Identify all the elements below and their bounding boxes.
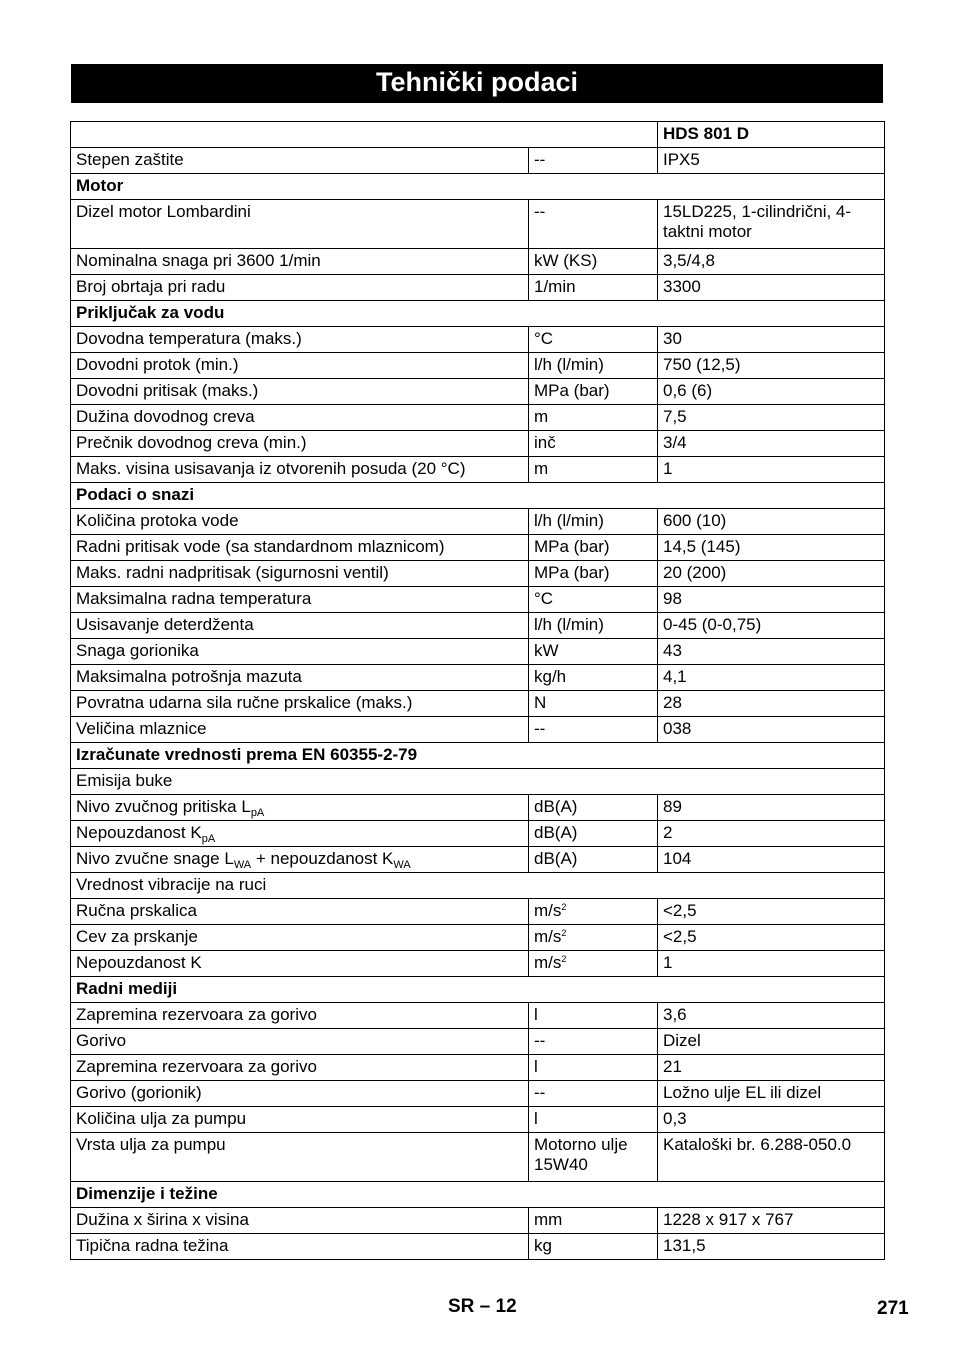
value-cell: 3,5/4,8: [658, 249, 885, 275]
parameter-text: Dužina x širina x visina: [76, 1210, 249, 1229]
parameter-label: [71, 327, 529, 353]
parameter-text: Prečnik dovodnog creva (min.): [76, 433, 307, 452]
value-cell: <2,5: [658, 925, 885, 951]
parameter-label: [71, 1029, 529, 1055]
unit-cell: [529, 1003, 658, 1029]
unit-text: --: [534, 719, 546, 738]
table-row: [71, 717, 885, 743]
table-row: [71, 327, 885, 353]
unit-text: dB(A): [534, 849, 578, 868]
parameter-label: [71, 148, 529, 174]
parameter-label: [71, 717, 529, 743]
table-row: [71, 1003, 885, 1029]
table-row: [71, 1055, 885, 1081]
unit-text: dB(A): [534, 823, 578, 842]
parameter-label: [71, 275, 529, 301]
unit-text: mm: [534, 1210, 563, 1229]
parameter-text: Snaga gorionika: [76, 641, 199, 660]
unit-text: dB(A): [534, 797, 578, 816]
parameter-subscript: pA: [250, 807, 265, 819]
table-row: [71, 457, 885, 483]
parameter-label: [71, 200, 529, 249]
parameter-label: [71, 1208, 529, 1234]
parameter-label: [71, 587, 529, 613]
section-header-row: [71, 483, 885, 509]
unit-cell: [529, 1029, 658, 1055]
value-cell: 038: [658, 717, 885, 743]
parameter-label: [71, 353, 529, 379]
unit-cell: [529, 509, 658, 535]
value-cell: 98: [658, 587, 885, 613]
parameter-text: Povratna udarna sila ručne prskalice (maks.): [76, 693, 413, 712]
unit-cell: [529, 1208, 658, 1234]
unit-cell: [529, 405, 658, 431]
technical-data-table: [70, 121, 885, 1260]
unit-text: m/s: [534, 901, 562, 920]
section-heading: Priključak za vodu: [71, 301, 885, 327]
unit-text: 1/min: [534, 277, 576, 296]
section-header-row: [71, 1182, 885, 1208]
parameter-label: [71, 847, 529, 873]
parameter-text: Nepouzdanost K: [76, 953, 202, 972]
unit-cell: [529, 795, 658, 821]
unit-cell: [529, 613, 658, 639]
unit-text: --: [534, 1083, 546, 1102]
parameter-text: Ručna prskalica: [76, 901, 197, 920]
parameter-text: Gorivo: [76, 1031, 127, 1050]
parameter-text: Nominalna snaga pri 3600 1/min: [76, 251, 321, 270]
table-row: [71, 847, 885, 873]
parameter-text: Zapremina rezervoara za gorivo: [76, 1005, 317, 1024]
parameter-label: [71, 951, 529, 977]
table-row: [71, 431, 885, 457]
table-row: [71, 1234, 885, 1260]
value-cell: 28: [658, 691, 885, 717]
value-cell: 15LD225, 1-cilindrični, 4-taktni motor: [658, 200, 885, 249]
parameter-subscript: WA: [233, 859, 252, 871]
unit-cell: [529, 275, 658, 301]
parameter-text: Količina ulja za pumpu: [76, 1109, 247, 1128]
table-row: [71, 353, 885, 379]
value-cell: 1: [658, 457, 885, 483]
unit-text: °C: [534, 329, 554, 348]
parameter-label: [71, 509, 529, 535]
parameter-text: Cev za prskanje: [76, 927, 198, 946]
parameter-label: [71, 665, 529, 691]
unit-text: Motorno ulje 15W40: [534, 1135, 628, 1174]
unit-cell: [529, 1107, 658, 1133]
parameter-label: [71, 535, 529, 561]
parameter-text: Nepouzdanost K: [76, 823, 202, 842]
value-cell: 89: [658, 795, 885, 821]
value-cell: <2,5: [658, 899, 885, 925]
unit-cell: [529, 249, 658, 275]
table-row: [71, 1081, 885, 1107]
section-heading: Izračunate vrednosti prema EN 60355-2-79: [71, 743, 885, 769]
unit-cell: [529, 1055, 658, 1081]
page-title: Tehnički podaci: [71, 64, 883, 103]
subheading-row: [71, 873, 885, 899]
header-empty-cell: [71, 122, 658, 148]
value-cell: Kataloški br. 6.288-050.0: [658, 1133, 885, 1182]
page-number: 271: [877, 1298, 909, 1319]
parameter-label: [71, 821, 529, 847]
table-row: [71, 613, 885, 639]
value-cell: 131,5: [658, 1234, 885, 1260]
unit-text: °C: [534, 589, 554, 608]
unit-cell: [529, 1081, 658, 1107]
unit-text: kW (KS): [534, 251, 598, 270]
parameter-label: [71, 795, 529, 821]
table-row: [71, 795, 885, 821]
unit-text: --: [534, 150, 546, 169]
parameter-text: Vrsta ulja za pumpu: [76, 1135, 226, 1154]
value-cell: 600 (10): [658, 509, 885, 535]
parameter-text: Broj obrtaja pri radu: [76, 277, 226, 296]
unit-text: kW: [534, 641, 559, 660]
value-cell: Ložno ulje EL ili dizel: [658, 1081, 885, 1107]
parameter-text: Gorivo (gorionik): [76, 1083, 202, 1102]
table-row: [71, 148, 885, 174]
section-header-row: [71, 743, 885, 769]
parameter-text: Zapremina rezervoara za gorivo: [76, 1057, 317, 1076]
unit-text: m/s: [534, 953, 562, 972]
value-cell: IPX5: [658, 148, 885, 174]
unit-text: --: [534, 202, 546, 221]
table-row: [71, 691, 885, 717]
section-page-label: SR – 12: [448, 1296, 517, 1317]
parameter-text: Dužina dovodnog creva: [76, 407, 255, 426]
value-cell: 1228 x 917 x 767: [658, 1208, 885, 1234]
parameter-text: Tipična radna težina: [76, 1236, 229, 1255]
parameter-label: [71, 1081, 529, 1107]
unit-cell: [529, 899, 658, 925]
unit-superscript: 2: [561, 928, 567, 938]
parameter-text: Maksimalna potrošnja mazuta: [76, 667, 302, 686]
table-row: [71, 1029, 885, 1055]
parameter-label: [71, 405, 529, 431]
value-cell: Dizel: [658, 1029, 885, 1055]
parameter-text: Dovodni protok (min.): [76, 355, 239, 374]
value-cell: 3/4: [658, 431, 885, 457]
parameter-text: Maks. visina usisavanja iz otvorenih posuda (20 °C): [76, 459, 466, 478]
unit-text: --: [534, 1031, 546, 1050]
parameter-subscript: pA: [201, 833, 216, 845]
value-cell: 2: [658, 821, 885, 847]
parameter-label: [71, 899, 529, 925]
table-row: [71, 951, 885, 977]
table-row: [71, 899, 885, 925]
unit-cell: [529, 639, 658, 665]
unit-text: MPa (bar): [534, 537, 610, 556]
unit-cell: [529, 457, 658, 483]
parameter-label: [71, 691, 529, 717]
parameter-text: Nivo zvučne snage L: [76, 849, 234, 868]
section-heading: Dimenzije i težine: [71, 1182, 885, 1208]
parameter-label: [71, 1055, 529, 1081]
model-header: HDS 801 D: [658, 122, 885, 148]
parameter-label: [71, 561, 529, 587]
value-cell: 104: [658, 847, 885, 873]
section-heading: Motor: [71, 174, 885, 200]
value-cell: 4,1: [658, 665, 885, 691]
table-row: [71, 1208, 885, 1234]
table-row: [71, 405, 885, 431]
unit-cell: [529, 535, 658, 561]
unit-cell: [529, 717, 658, 743]
parameter-text: Količina protoka vode: [76, 511, 239, 530]
table-row: [71, 200, 885, 249]
value-cell: 43: [658, 639, 885, 665]
parameter-subscript: WA: [393, 859, 411, 871]
unit-cell: [529, 821, 658, 847]
unit-cell: [529, 353, 658, 379]
value-cell: 30: [658, 327, 885, 353]
unit-cell: [529, 847, 658, 873]
unit-cell: [529, 665, 658, 691]
unit-cell: [529, 561, 658, 587]
section-heading: Radni mediji: [71, 977, 885, 1003]
unit-text: m: [534, 407, 549, 426]
parameter-text: Maksimalna radna temperatura: [76, 589, 312, 608]
value-cell: 3300: [658, 275, 885, 301]
parameter-text: Nivo zvučnog pritiska L: [76, 797, 251, 816]
table-row: [71, 1107, 885, 1133]
unit-cell: [529, 431, 658, 457]
value-cell: 750 (12,5): [658, 353, 885, 379]
parameter-label: [71, 925, 529, 951]
unit-text: l: [534, 1057, 538, 1076]
parameter-text: Veličina mlaznice: [76, 719, 207, 738]
unit-text: l: [534, 1005, 538, 1024]
table-row: [71, 665, 885, 691]
parameter-label: [71, 379, 529, 405]
unit-cell: [529, 200, 658, 249]
parameter-text: Stepen zaštite: [76, 150, 184, 169]
unit-text: kg: [534, 1236, 552, 1255]
unit-cell: [529, 691, 658, 717]
unit-cell: [529, 1234, 658, 1260]
unit-superscript: 2: [561, 954, 567, 964]
parameter-label: [71, 639, 529, 665]
value-cell: 0-45 (0-0,75): [658, 613, 885, 639]
parameter-label: [71, 249, 529, 275]
table-row: [71, 1133, 885, 1182]
table-row: [71, 821, 885, 847]
value-cell: 3,6: [658, 1003, 885, 1029]
parameter-label: [71, 1107, 529, 1133]
parameter-text-continued: + nepouzdanost K: [251, 849, 394, 868]
unit-text: inč: [534, 433, 556, 452]
unit-cell: [529, 148, 658, 174]
unit-cell: [529, 587, 658, 613]
subheading: Emisija buke: [71, 769, 885, 795]
subheading: Vrednost vibracije na ruci: [71, 873, 885, 899]
value-cell: 21: [658, 1055, 885, 1081]
value-cell: 20 (200): [658, 561, 885, 587]
unit-superscript: 2: [561, 902, 567, 912]
table-row: [71, 509, 885, 535]
value-cell: 0,6 (6): [658, 379, 885, 405]
section-header-row: [71, 174, 885, 200]
unit-text: l/h (l/min): [534, 615, 604, 634]
table-row: [71, 535, 885, 561]
value-cell: 1: [658, 951, 885, 977]
value-cell: 0,3: [658, 1107, 885, 1133]
unit-text: l/h (l/min): [534, 511, 604, 530]
unit-text: m/s: [534, 927, 562, 946]
parameter-text: Dizel motor Lombardini: [76, 202, 251, 221]
table-row: [71, 925, 885, 951]
unit-cell: [529, 951, 658, 977]
unit-text: l: [534, 1109, 538, 1128]
unit-cell: [529, 925, 658, 951]
unit-cell: [529, 379, 658, 405]
table-row: [71, 561, 885, 587]
parameter-text: Radni pritisak vode (sa standardnom mlaznicom): [76, 537, 445, 556]
table-header-row: [71, 122, 885, 148]
parameter-text: Usisavanje deterdženta: [76, 615, 254, 634]
subheading-row: [71, 769, 885, 795]
parameter-label: [71, 1234, 529, 1260]
value-cell: 7,5: [658, 405, 885, 431]
unit-text: l/h (l/min): [534, 355, 604, 374]
parameter-label: [71, 1133, 529, 1182]
parameter-text: Dovodni pritisak (maks.): [76, 381, 259, 400]
unit-text: MPa (bar): [534, 563, 610, 582]
table-row: [71, 639, 885, 665]
unit-text: MPa (bar): [534, 381, 610, 400]
table-row: [71, 379, 885, 405]
section-header-row: [71, 301, 885, 327]
table-row: [71, 275, 885, 301]
unit-cell: [529, 1133, 658, 1182]
table-row: [71, 249, 885, 275]
parameter-label: [71, 431, 529, 457]
parameter-label: [71, 457, 529, 483]
unit-cell: [529, 327, 658, 353]
unit-text: m: [534, 459, 549, 478]
value-cell: 14,5 (145): [658, 535, 885, 561]
table-row: [71, 587, 885, 613]
parameter-text: Maks. radni nadpritisak (sigurnosni ventil): [76, 563, 389, 582]
unit-text: kg/h: [534, 667, 567, 686]
parameter-text: Dovodna temperatura (maks.): [76, 329, 302, 348]
unit-text: N: [534, 693, 547, 712]
parameter-label: [71, 613, 529, 639]
section-header-row: [71, 977, 885, 1003]
parameter-label: [71, 1003, 529, 1029]
section-heading: Podaci o snazi: [71, 483, 885, 509]
